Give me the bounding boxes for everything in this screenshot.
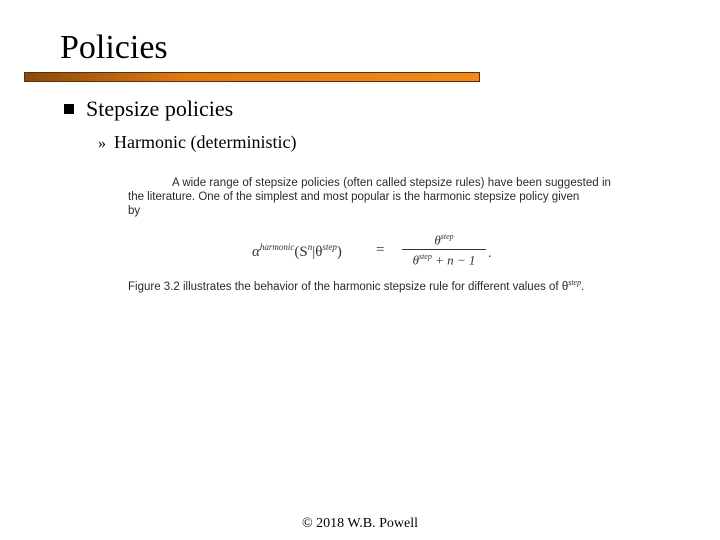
sub-bullet-text: Harmonic (deterministic) [114, 132, 297, 152]
excerpt-line-2: the literature. One of the simplest and most popular is the harmonic stepsize policy given [128, 191, 580, 203]
theta-superscript: step [322, 242, 337, 252]
slide-title: Policies [60, 29, 168, 66]
numerator-superscript: step [440, 232, 454, 241]
excerpt-line-1: A wide range of stepsize policies (often called stepsize rules) have been suggested in [172, 177, 612, 189]
square-bullet-icon [64, 104, 74, 114]
equation-fraction [402, 232, 486, 268]
excerpt-paragraph-2 [128, 278, 584, 293]
textbook-excerpt [128, 176, 618, 218]
harmonic-stepsize-equation [252, 232, 502, 272]
state-superscript: n [307, 242, 313, 252]
lhs-args-close: ) [336, 244, 342, 260]
alpha-superscript: harmonic [259, 242, 295, 252]
paragraph-2-period: . [581, 280, 585, 293]
denominator-theta: θ [412, 252, 419, 268]
sub-bullet-item [98, 131, 296, 153]
bullet-item [64, 96, 233, 122]
denominator-rest: + n − 1 [431, 252, 476, 268]
equals-sign: = [376, 242, 385, 258]
alpha-symbol: α [252, 244, 260, 260]
denominator-superscript: step [418, 252, 432, 261]
excerpt-line-3: by [128, 205, 141, 217]
equation-period: . [488, 246, 492, 261]
fraction-denominator [402, 252, 486, 268]
lhs-args-theta: |θ [312, 244, 323, 260]
fraction-bar [402, 249, 486, 250]
copyright-footer: © 2018 W.B. Powell [301, 516, 419, 531]
title-underline-bar [24, 72, 480, 82]
numerator-theta: θ [434, 232, 441, 248]
fraction-numerator [402, 232, 486, 248]
paragraph-2-text: Figure 3.2 illustrates the behavior of the harmonic stepsize rule for different values of θ [128, 280, 569, 293]
bullet-text: Stepsize policies [86, 96, 234, 121]
lhs-args-open: (S [294, 244, 308, 260]
equation-lhs [252, 242, 342, 261]
paragraph-2-superscript: step [568, 278, 582, 287]
sub-bullet-marker: » [98, 135, 106, 152]
